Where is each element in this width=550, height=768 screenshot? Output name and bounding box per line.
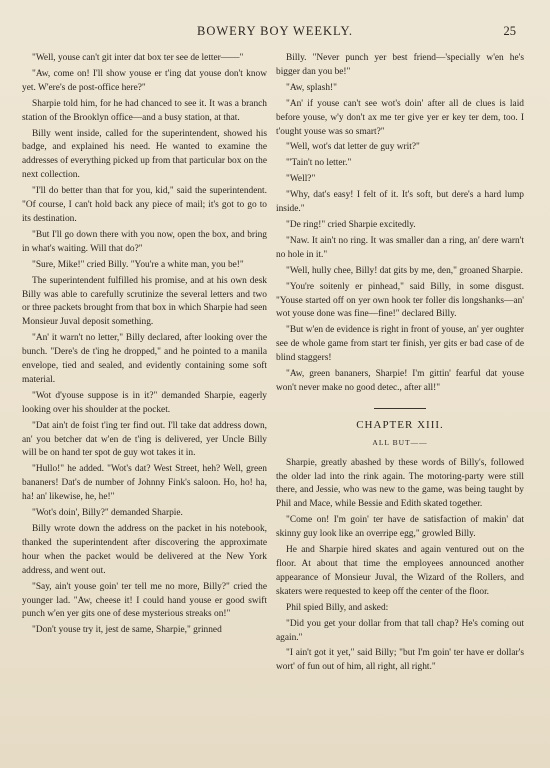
paragraph: "Aw, green bananers, Sharpie! I'm gittin' fearful dat youse won't never make no good detec., after all!" [276, 369, 524, 393]
paragraph: "Did you get your dollar from that tall chap? He's coming out again." [276, 618, 524, 643]
paragraph: "Wot's doin', Billy?" demanded Sharpie. [32, 508, 183, 519]
paragraph: "Aw, splash!" [286, 82, 337, 93]
paragraph: "Aw, come on! I'll show youse er t'ing dat youse don't know yet. W'ere's de post-office here?" [22, 68, 267, 93]
right-column [276, 52, 524, 677]
paragraph: "You're soitenly er pinhead," said Billy, in some disgust. "Youse started off on yer own hook ter foller dis longshanks—an' wot youse done was fine—fine!" declared Billy. [276, 281, 524, 320]
paragraph: "I ain't got it yet," said Billy; "but I'm goin' ter have er dollar's wort' of fun out of him, all right, all right." [276, 648, 524, 673]
paragraph: Billy wrote down the address on the packet in his notebook, thanked the superintendent after discovering the approximate hour when the packet would be delivered at the New York address, and went out. [22, 524, 267, 576]
left-column [22, 52, 267, 640]
paragraph: "Come on! I'm goin' ter have de satisfaction of makin' dat skinny guy look like an overripe egg," growled Billy. [276, 515, 524, 540]
chapter-subtitle: ALL BUT—— [372, 437, 428, 447]
paragraph: The superintendent fulfilled his promise, and at his own desk Billy was able to carefully scrutinize the several letters and two or three packets brought from that box in which Sharpie had seen Monsieur Juval deposit something. [22, 275, 267, 328]
paragraph: "Dat ain't de foist t'ing ter find out. I'll take dat address down, an' you betcher dat w'en de t'ing is delivered, yer Uncle Billy will be on hand ter spot de guy wot takes it in. [22, 420, 267, 459]
paragraph: "Why, dat's easy! I felt of it. It's soft, but dere's a hard lump inside." [276, 190, 524, 215]
paragraph: Billy went inside, called for the superintendent, showed his badge, and explained his need. He wanted to examine the addresses of everything picked up from that particular box on the next collection. [22, 128, 267, 181]
paragraph: Phil spied Billy, and asked: [286, 602, 389, 613]
paragraph: "Well, youse can't git inter dat box ter see de letter——" [32, 53, 244, 63]
paragraph: "Wot d'youse suppose is in it?" demanded Sharpie, eagerly looking over his shoulder at the pocket. [22, 390, 267, 415]
paragraph: "Well, hully chee, Billy! dat gits by me, den," groaned Sharpie. [286, 265, 523, 276]
paragraph: "Well, wot's dat letter de guy writ?" [286, 142, 420, 153]
paragraph: "An' it warn't no letter," Billy declared, after looking over the bunch. "Dere's de t'ing he dropped," and he pointed to a manila envelope, tied and sealed, and evidently containing some soft material. [22, 333, 267, 385]
chapter-title: CHAPTER XIII. [356, 418, 444, 431]
paragraph: "I'll do better than that for you, kid," said the superintendent. "Of course, I can't hold back any piece of mail; it's got to go to its destination. [22, 186, 267, 224]
paragraph: "Don't youse try it, jest de same, Sharpie," grinned [32, 625, 222, 636]
paragraph: "Sure, Mike!" cried Billy. "You're a white man, you be!" [32, 259, 244, 270]
paragraph: "Well?" [286, 174, 316, 185]
paragraph: Sharpie, greatly abashed by these words of Billy's, followed the older lad into the rink again. The motoring-party were still there, and Jessie, who was new to the game, was being taught by Phil and Mace, while Bessie and Edith skated together. [276, 457, 524, 510]
paragraph: "Say, ain't youse goin' ter tell me no more, Billy?" cried the younger lad. "Aw, cheese it! I could hand youse er good swift punch w'en yer gits one of dese mysterious streaks on!" [22, 581, 267, 620]
running-title: BOWERY BOY WEEKLY. [197, 24, 353, 38]
paragraph: He and Sharpie hired skates and again ventured out on the floor. At about that time the employees announced another appearance of Monsieur Juval, the Wizard of the Rollers, and skaters were requested to keep off the center of the floor. [276, 545, 524, 597]
paragraph: Billy. "Never punch yer best friend—'specially w'en he's bigger dan you be!" [276, 53, 524, 77]
paragraph: "An' if youse can't see wot's doin' after all de clues is laid before youse, w'y don't ax me ter give yer er key ter dem, too. I t'ought youse was so smart?" [276, 98, 524, 137]
paragraph: "Hullo!" he added. "Wot's dat? West Street, heh? Well, green bananers! Dat's de number of Johnny Fink's saloon. Ho, ho! ha, ha! an' likewise, he, he!" [22, 464, 267, 503]
paragraph: "De ring!" cried Sharpie excitedly. [286, 219, 416, 230]
paragraph: Sharpie told him, for he had chanced to see it. It was a branch station of the Brooklyn office—and a busy station, at that. [22, 98, 267, 123]
paragraph: "Naw. It ain't no ring. It was smaller dan a ring, an' dere warn't no hole in it." [276, 235, 524, 260]
paragraph: "But I'll go down there with you now, open the box, and bring in what's waiting. Will that do?" [22, 229, 267, 254]
page-number: 25 [503, 24, 516, 38]
section-divider [374, 408, 426, 409]
paragraph: "'Tain't no letter." [286, 158, 352, 169]
page-header [0, 24, 550, 44]
paragraph: "But w'en de evidence is right in front of youse, an' yer oughter see de whole game from start ter finish, yer gits er bad case of de blind staggers! [276, 325, 524, 364]
